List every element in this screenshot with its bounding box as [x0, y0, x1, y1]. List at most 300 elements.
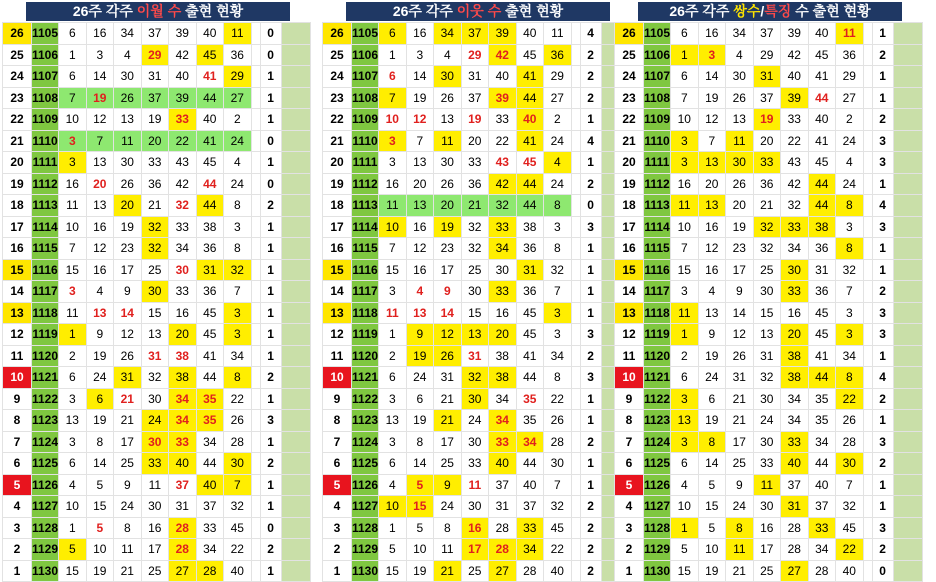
rank-cell: 2	[3, 539, 32, 561]
rank-cell: 7	[323, 431, 352, 453]
number-cell: 16	[406, 23, 434, 45]
number-cell: 40	[808, 109, 836, 131]
draw-number-cell: 1111	[352, 152, 379, 174]
number-cell: 10	[379, 496, 407, 518]
bonus-number-cell: 7	[544, 281, 572, 303]
table-row	[615, 195, 923, 217]
table-row	[323, 474, 631, 496]
number-cell: 34	[516, 539, 544, 561]
draw-number-cell: 1126	[644, 474, 671, 496]
number-cell: 39	[781, 87, 809, 109]
draw-number-cell: 1111	[32, 152, 59, 174]
number-cell: 23	[114, 238, 142, 260]
number-cell: 33	[808, 517, 836, 539]
number-cell: 30	[141, 281, 169, 303]
number-cell: 36	[516, 238, 544, 260]
spacer	[571, 173, 580, 195]
rank-cell: 18	[3, 195, 32, 217]
number-cell: 17	[726, 431, 754, 453]
spacer	[251, 474, 260, 496]
bonus-number-cell: 45	[544, 517, 572, 539]
spacer	[571, 23, 580, 45]
bonus-number-cell: 22	[836, 539, 864, 561]
number-cell: 24	[114, 496, 142, 518]
number-cell: 9	[114, 474, 142, 496]
rank-cell: 24	[615, 66, 644, 88]
number-cell: 16	[86, 216, 114, 238]
number-cell: 44	[196, 195, 224, 217]
title-prefix: 26주 각주	[392, 3, 457, 19]
draw-number-cell: 1122	[32, 388, 59, 410]
bonus-number-cell: 4	[544, 152, 572, 174]
draw-number-cell: 1114	[352, 216, 379, 238]
count-cell: 1	[872, 23, 893, 45]
number-cell: 41	[808, 345, 836, 367]
table-row	[323, 259, 631, 281]
number-cell: 14	[86, 66, 114, 88]
number-cell: 35	[516, 388, 544, 410]
number-cell: 13	[406, 302, 434, 324]
number-cell: 20	[141, 130, 169, 152]
number-cell: 41	[196, 130, 224, 152]
spacer	[251, 410, 260, 432]
draw-table	[614, 22, 923, 582]
number-cell: 11	[461, 474, 489, 496]
side-strip	[893, 109, 922, 131]
number-cell: 3	[671, 130, 699, 152]
number-cell: 39	[169, 87, 197, 109]
draw-number-cell: 1116	[32, 259, 59, 281]
bonus-number-cell: 29	[544, 66, 572, 88]
number-cell: 11	[59, 195, 87, 217]
spacer	[571, 388, 580, 410]
rank-cell: 18	[615, 195, 644, 217]
rank-cell: 13	[323, 302, 352, 324]
count-cell: 3	[872, 302, 893, 324]
bonus-number-cell: 34	[224, 345, 252, 367]
count-cell: 2	[580, 560, 601, 582]
number-cell: 36	[461, 173, 489, 195]
number-cell: 26	[434, 345, 462, 367]
count-cell: 3	[872, 324, 893, 346]
number-cell: 26	[726, 173, 754, 195]
number-cell: 45	[196, 302, 224, 324]
number-cell: 8	[406, 431, 434, 453]
side-strip	[893, 216, 922, 238]
draw-number-cell: 1128	[32, 517, 59, 539]
number-cell: 43	[169, 152, 197, 174]
number-cell: 21	[753, 195, 781, 217]
spacer	[571, 259, 580, 281]
count-cell: 3	[872, 517, 893, 539]
draw-number-cell: 1108	[32, 87, 59, 109]
number-cell: 35	[808, 388, 836, 410]
number-cell: 10	[406, 539, 434, 561]
draw-number-cell: 1120	[352, 345, 379, 367]
number-cell: 40	[169, 66, 197, 88]
table-row	[323, 388, 631, 410]
side-strip	[893, 302, 922, 324]
side-strip	[281, 517, 310, 539]
number-cell: 6	[671, 66, 699, 88]
draw-number-cell: 1125	[352, 453, 379, 475]
number-cell: 19	[406, 87, 434, 109]
count-cell: 1	[580, 453, 601, 475]
number-cell: 15	[86, 496, 114, 518]
table-row	[615, 474, 923, 496]
number-cell: 10	[671, 109, 699, 131]
number-cell: 42	[169, 44, 197, 66]
number-cell: 16	[406, 216, 434, 238]
spacer	[863, 23, 872, 45]
number-cell: 12	[406, 238, 434, 260]
number-cell: 4	[434, 44, 462, 66]
bonus-number-cell: 40	[836, 560, 864, 582]
spacer	[863, 66, 872, 88]
number-cell: 12	[86, 238, 114, 260]
title-highlight: 이월 수	[136, 3, 182, 19]
number-cell: 3	[379, 431, 407, 453]
table-row	[323, 539, 631, 561]
number-cell: 36	[808, 281, 836, 303]
spacer	[251, 496, 260, 518]
bonus-number-cell: 28	[544, 431, 572, 453]
number-cell: 31	[141, 66, 169, 88]
number-cell: 1	[671, 44, 699, 66]
table-row	[3, 173, 311, 195]
side-strip	[893, 539, 922, 561]
panel-title	[26, 2, 290, 21]
bonus-number-cell: 3	[544, 302, 572, 324]
draw-number-cell: 1107	[352, 66, 379, 88]
spacer	[863, 109, 872, 131]
number-cell: 15	[698, 496, 726, 518]
number-cell: 30	[461, 496, 489, 518]
side-strip	[893, 560, 922, 582]
spacer	[251, 216, 260, 238]
number-cell: 9	[698, 324, 726, 346]
side-strip	[281, 560, 310, 582]
draw-number-cell: 1120	[644, 345, 671, 367]
number-cell: 40	[169, 453, 197, 475]
number-cell: 17	[434, 259, 462, 281]
count-cell: 1	[260, 496, 281, 518]
table-row	[323, 345, 631, 367]
spacer	[251, 367, 260, 389]
bonus-number-cell: 24	[544, 130, 572, 152]
number-cell: 43	[781, 152, 809, 174]
spacer	[571, 152, 580, 174]
table-row	[323, 324, 631, 346]
number-cell: 36	[196, 238, 224, 260]
side-strip	[281, 345, 310, 367]
number-cell: 5	[406, 474, 434, 496]
number-cell: 33	[753, 453, 781, 475]
draw-number-cell: 1121	[32, 367, 59, 389]
number-cell: 8	[698, 431, 726, 453]
number-cell: 13	[671, 410, 699, 432]
side-strip	[893, 496, 922, 518]
number-cell: 19	[753, 109, 781, 131]
number-cell: 34	[516, 431, 544, 453]
bonus-number-cell: 4	[224, 152, 252, 174]
number-cell: 31	[726, 367, 754, 389]
number-cell: 35	[196, 388, 224, 410]
number-cell: 21	[434, 410, 462, 432]
number-cell: 25	[461, 560, 489, 582]
draw-number-cell: 1117	[32, 281, 59, 303]
count-cell: 0	[260, 173, 281, 195]
count-cell: 1	[580, 152, 601, 174]
draw-number-cell: 1118	[644, 302, 671, 324]
side-strip	[281, 87, 310, 109]
spacer	[571, 302, 580, 324]
side-strip	[281, 152, 310, 174]
number-cell: 16	[59, 173, 87, 195]
number-cell: 15	[671, 560, 699, 582]
number-cell: 40	[781, 66, 809, 88]
bonus-number-cell: 8	[224, 238, 252, 260]
table-row	[323, 302, 631, 324]
rank-cell: 12	[323, 324, 352, 346]
number-cell: 40	[489, 453, 517, 475]
count-cell: 2	[872, 453, 893, 475]
count-cell: 1	[260, 302, 281, 324]
number-cell: 25	[753, 560, 781, 582]
number-cell: 12	[406, 109, 434, 131]
draw-number-cell: 1113	[644, 195, 671, 217]
number-cell: 7	[86, 130, 114, 152]
rank-cell: 16	[3, 238, 32, 260]
table-row	[615, 517, 923, 539]
number-cell: 37	[516, 496, 544, 518]
table-row	[615, 130, 923, 152]
number-cell: 9	[726, 474, 754, 496]
number-cell: 11	[114, 539, 142, 561]
number-cell: 33	[753, 152, 781, 174]
spacer	[863, 152, 872, 174]
bonus-number-cell: 8	[224, 195, 252, 217]
number-cell: 40	[516, 109, 544, 131]
number-cell: 33	[489, 216, 517, 238]
side-strip	[281, 259, 310, 281]
number-cell: 40	[196, 474, 224, 496]
number-cell: 32	[489, 195, 517, 217]
side-strip	[893, 367, 922, 389]
number-cell: 21	[114, 410, 142, 432]
number-cell: 8	[86, 431, 114, 453]
number-cell: 30	[753, 431, 781, 453]
number-cell: 13	[86, 152, 114, 174]
bonus-number-cell: 24	[224, 173, 252, 195]
rank-cell: 12	[3, 324, 32, 346]
rank-cell: 11	[615, 345, 644, 367]
rank-cell: 22	[3, 109, 32, 131]
number-cell: 29	[753, 44, 781, 66]
number-cell: 9	[434, 474, 462, 496]
number-cell: 37	[169, 474, 197, 496]
number-cell: 32	[753, 367, 781, 389]
number-cell: 37	[196, 496, 224, 518]
number-cell: 11	[379, 302, 407, 324]
number-cell: 33	[169, 109, 197, 131]
number-cell: 13	[406, 195, 434, 217]
number-cell: 10	[671, 496, 699, 518]
spacer	[251, 23, 260, 45]
count-cell: 1	[872, 173, 893, 195]
count-cell: 3	[872, 152, 893, 174]
title-suffix: 출현 현황	[181, 3, 244, 19]
draw-table	[322, 22, 631, 582]
side-strip	[281, 410, 310, 432]
number-cell: 33	[141, 152, 169, 174]
count-cell: 1	[260, 324, 281, 346]
number-cell: 31	[114, 367, 142, 389]
number-cell: 30	[461, 388, 489, 410]
count-cell: 1	[260, 152, 281, 174]
table-row	[3, 496, 311, 518]
rank-cell: 25	[615, 44, 644, 66]
draw-number-cell: 1110	[644, 130, 671, 152]
draw-number-cell: 1125	[644, 453, 671, 475]
number-cell: 25	[114, 453, 142, 475]
number-cell: 45	[196, 324, 224, 346]
number-cell: 6	[59, 23, 87, 45]
number-cell: 5	[86, 474, 114, 496]
bonus-number-cell: 34	[544, 345, 572, 367]
draw-number-cell: 1125	[32, 453, 59, 475]
bonus-number-cell: 36	[836, 44, 864, 66]
number-cell: 17	[753, 539, 781, 561]
number-cell: 12	[726, 324, 754, 346]
rank-cell: 21	[323, 130, 352, 152]
table-row	[3, 474, 311, 496]
count-cell: 1	[260, 431, 281, 453]
draw-number-cell: 1118	[352, 302, 379, 324]
number-cell: 24	[141, 410, 169, 432]
number-cell: 28	[196, 560, 224, 582]
side-strip	[893, 345, 922, 367]
number-cell: 34	[114, 23, 142, 45]
number-cell: 27	[169, 560, 197, 582]
table-row	[323, 23, 631, 45]
number-cell: 3	[698, 44, 726, 66]
number-cell: 13	[434, 109, 462, 131]
rank-cell: 10	[615, 367, 644, 389]
rank-cell: 23	[323, 87, 352, 109]
spacer	[251, 109, 260, 131]
side-strip	[893, 410, 922, 432]
rank-cell: 14	[3, 281, 32, 303]
number-cell: 16	[169, 302, 197, 324]
count-cell: 4	[872, 367, 893, 389]
number-cell: 30	[114, 152, 142, 174]
number-cell: 31	[141, 345, 169, 367]
count-cell: 1	[260, 474, 281, 496]
bonus-number-cell: 24	[224, 130, 252, 152]
table-row	[323, 453, 631, 475]
draw-number-cell: 1130	[32, 560, 59, 582]
table-row	[323, 410, 631, 432]
number-cell: 44	[808, 367, 836, 389]
number-cell: 37	[753, 87, 781, 109]
table-row	[615, 66, 923, 88]
bonus-number-cell: 45	[836, 517, 864, 539]
number-cell: 28	[808, 560, 836, 582]
number-cell: 36	[196, 281, 224, 303]
number-cell: 7	[59, 238, 87, 260]
number-cell: 34	[726, 23, 754, 45]
rank-cell: 5	[323, 474, 352, 496]
draw-number-cell: 1109	[352, 109, 379, 131]
table-row	[615, 152, 923, 174]
table-row	[3, 517, 311, 539]
number-cell: 13	[698, 302, 726, 324]
rank-cell: 4	[3, 496, 32, 518]
number-cell: 37	[489, 474, 517, 496]
number-cell: 32	[781, 195, 809, 217]
number-cell: 45	[808, 324, 836, 346]
number-cell: 41	[808, 66, 836, 88]
number-cell: 31	[753, 345, 781, 367]
number-cell: 28	[169, 517, 197, 539]
rank-cell: 19	[3, 173, 32, 195]
number-cell: 7	[671, 87, 699, 109]
side-strip	[893, 324, 922, 346]
spacer	[863, 539, 872, 561]
table-row	[323, 44, 631, 66]
number-cell: 35	[516, 410, 544, 432]
number-cell: 9	[86, 324, 114, 346]
count-cell: 2	[872, 539, 893, 561]
number-cell: 19	[726, 216, 754, 238]
number-cell: 3	[59, 281, 87, 303]
number-cell: 24	[434, 496, 462, 518]
draw-table	[2, 22, 311, 582]
number-cell: 40	[808, 23, 836, 45]
number-cell: 15	[59, 259, 87, 281]
number-cell: 26	[434, 87, 462, 109]
draw-number-cell: 1114	[32, 216, 59, 238]
count-cell: 4	[580, 130, 601, 152]
rank-cell: 2	[323, 539, 352, 561]
table-row	[3, 216, 311, 238]
spacer	[863, 453, 872, 475]
table-row	[615, 281, 923, 303]
bonus-number-cell: 2	[224, 109, 252, 131]
number-cell: 4	[671, 474, 699, 496]
number-cell: 17	[114, 431, 142, 453]
number-cell: 30	[461, 281, 489, 303]
side-strip	[281, 388, 310, 410]
table-row	[3, 109, 311, 131]
number-cell: 34	[489, 238, 517, 260]
table-row	[3, 324, 311, 346]
number-cell: 38	[169, 367, 197, 389]
draw-number-cell: 1108	[644, 87, 671, 109]
number-cell: 25	[141, 560, 169, 582]
rank-cell: 25	[3, 44, 32, 66]
spacer	[251, 130, 260, 152]
draw-number-cell: 1123	[352, 410, 379, 432]
number-cell: 3	[379, 281, 407, 303]
number-cell: 30	[141, 496, 169, 518]
number-cell: 38	[516, 216, 544, 238]
rank-cell: 11	[3, 345, 32, 367]
bonus-number-cell: 3	[224, 216, 252, 238]
bonus-number-cell: 24	[836, 173, 864, 195]
number-cell: 38	[489, 345, 517, 367]
